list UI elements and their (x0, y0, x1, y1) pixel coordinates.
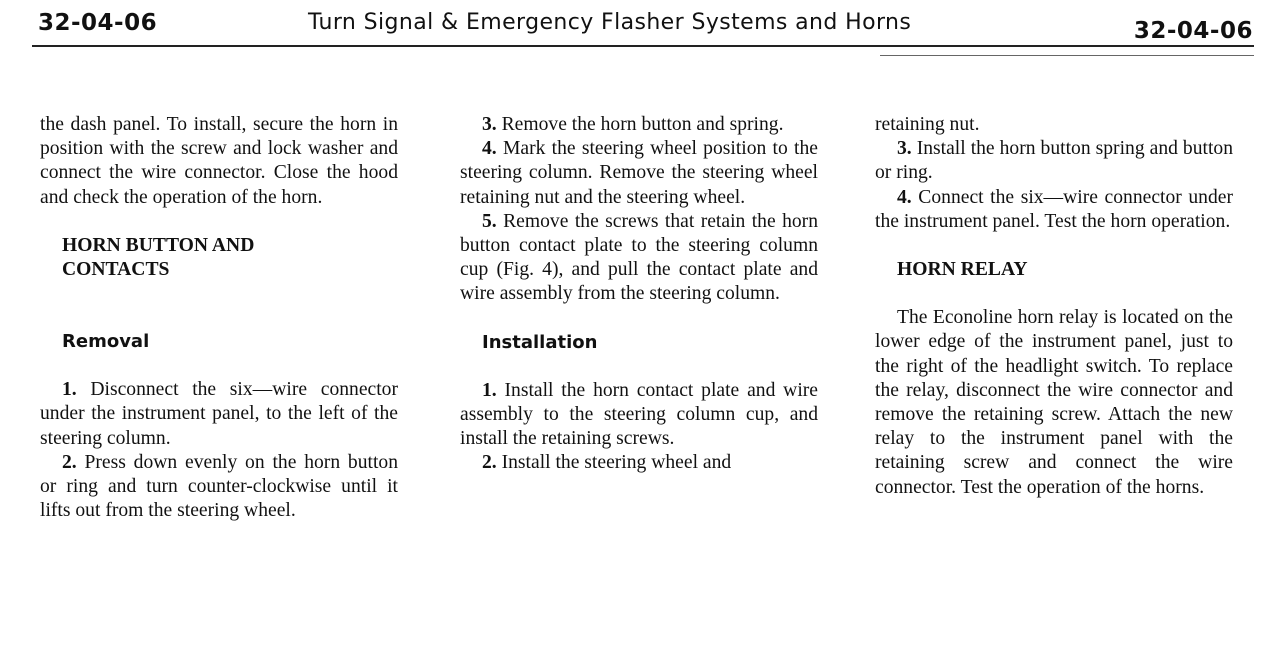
step-number: 4. (897, 186, 912, 208)
step-number: 4. (482, 138, 497, 160)
installation-step-3 (875, 137, 1233, 185)
step-text: Connect the six—wire connector under the instrument panel. Test the horn operation. (875, 186, 1233, 232)
intro-paragraph: the dash panel. To install, secure the horn in position with the screw and lock washer and connect the wire connector. Close the hood and check the operation of the horn. (40, 114, 398, 208)
step-number: 3. (897, 138, 912, 160)
step-number: 3. (482, 114, 497, 135)
installation-step-4 (875, 186, 1233, 234)
header-subrule (880, 55, 1254, 56)
removal-step-3 (460, 113, 818, 137)
heading-removal: Removal (62, 331, 150, 353)
installation-step-2-continued: retaining nut. (875, 114, 980, 135)
step-text: Disconnect the six—wire connector under the instrument panel, to the left of the steering column. (40, 379, 398, 449)
column-2 (460, 113, 818, 475)
section-number-right: 32-04-06 (1133, 18, 1253, 44)
step-text: Remove the screws that retain the horn button contact plate to the steering column cup (Fig. 4), and pull the contact plate and wire assembly from the steering column. (460, 210, 818, 305)
header-rule (32, 45, 1254, 47)
removal-step-4 (460, 137, 818, 210)
column-3 (875, 113, 1233, 500)
column-1 (40, 113, 398, 523)
step-number: 2. (62, 451, 77, 473)
page-header (0, 8, 1279, 48)
step-text: Press down evenly on the horn button or ring and turn counter-clockwise until it lifts out from the steering wheel. (40, 451, 398, 522)
installation-step-2 (460, 451, 818, 475)
removal-step-1 (40, 378, 398, 451)
step-text: Install the horn button spring and button or ring. (875, 138, 1233, 184)
heading-horn-button-contacts (62, 234, 398, 282)
heading-line-2: CONTACTS (62, 259, 170, 281)
page-title: Turn Signal & Emergency Flasher Systems and Horns (308, 10, 912, 35)
step-text: Mark the steering wheel position to the steering column. Remove the steering wheel retaining nut and the steering wheel. (460, 138, 818, 208)
step-number: 2. (482, 452, 497, 474)
horn-relay-paragraph: The Econoline horn relay is located on the lower edge of the instrument panel, just to the right of the headlight switch. To replace the relay, disconnect the wire connector and remove the retaining screw. Attach the new relay to the instrument panel with the retaining screw and connect the wire connector. Test the operation of the horns. (875, 307, 1233, 498)
heading-installation: Installation (482, 331, 598, 353)
removal-step-5 (460, 210, 818, 307)
step-number: 1. (62, 379, 77, 401)
step-number: 1. (482, 379, 497, 401)
heading-line-1: HORN BUTTON AND (62, 234, 255, 256)
section-number-left: 32-04-06 (38, 10, 158, 36)
step-text: Install the steering wheel and (496, 452, 732, 474)
installation-step-1 (460, 379, 818, 452)
step-number: 5. (482, 210, 497, 232)
step-text: Install the horn contact plate and wire assembly to the steering column cup, and install the retaining screws. (460, 379, 818, 450)
step-text: Remove the horn button and spring. (496, 114, 784, 135)
removal-step-2 (40, 451, 398, 524)
heading-horn-relay: HORN RELAY (897, 259, 1028, 281)
